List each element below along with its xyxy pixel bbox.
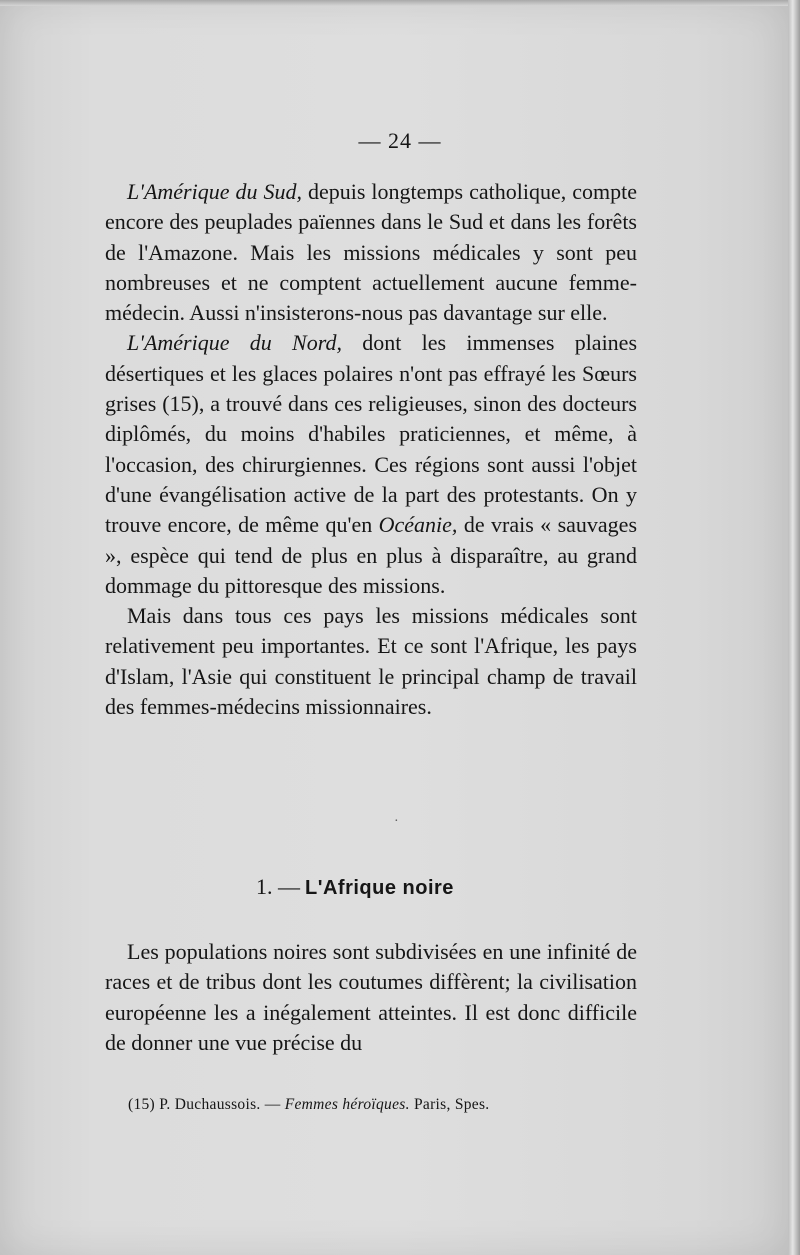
paragraph-text: de vrais « sauvages », espèce qui tend de plus en plus à disparaître, au grand dommage du pittoresque des missions. (105, 512, 638, 598)
emphasis-south-america: L'Amérique du Sud, (127, 179, 302, 204)
section-heading (256, 874, 556, 900)
page-number: — 24 — (358, 128, 442, 153)
body-text-section-2 (105, 937, 637, 1058)
paragraph-south-america (105, 177, 637, 328)
paragraph-populations: Les populations noires sont subdivisées en une infinité de races et de tribus dont les coutumes diffèrent; la civilisation européenne les a inégalement atteintes. Il est donc difficile de donner une vue précise du (105, 939, 637, 1055)
page-binding-edge (788, 0, 800, 1255)
emphasis-oceania: Océanie, (378, 512, 458, 538)
footnote-prefix: (15) P. Duchaussois. — (128, 1096, 285, 1113)
body-text-section-1 (105, 177, 637, 722)
footnote-title: Femmes héroïques. (284, 1096, 410, 1113)
page-top-edge (0, 0, 800, 6)
footnote-suffix: Paris, Spes. (409, 1096, 490, 1113)
paragraph-north-america (105, 328, 637, 601)
section-number: 1. — (256, 874, 300, 899)
paragraph-text: dont les immenses plaines désertiques et les glaces polaires n'ont pas effrayé les Sœurs grises (15), a trouvé dans ces religieuses, sinon des docteurs diplômés, du moins d'habiles praticiennes, et même, à l'occasion, des chirurgiennes. Ces régions sont aussi l'objet d'une évangélisation active de la part des protestants. On y trouve encore, de même qu'en (105, 330, 638, 538)
paragraph-text: depuis longtemps catholique, compte encore des peuplades païennes dans le Sud et dans les forêts de l'Amazone. Mais les missions médicales y sont peu nombreuses et ne comptent actuellement aucune femme-médecin. Aussi n'insisterons-nous pas davantage sur elle. (105, 179, 637, 326)
section-title: L'Afrique noire (305, 877, 454, 899)
emphasis-north-america: L'Amérique du Nord, (127, 330, 342, 356)
paragraph-summary: Mais dans tous ces pays les missions médicales sont relativement peu importantes. Et ce sont l'Afrique, les pays d'Islam, l'Asie qui constituent le principal champ de travail des femmes-médecins missionnaires. (105, 603, 637, 720)
stray-mark: · (394, 814, 399, 829)
footnote (128, 1096, 648, 1114)
